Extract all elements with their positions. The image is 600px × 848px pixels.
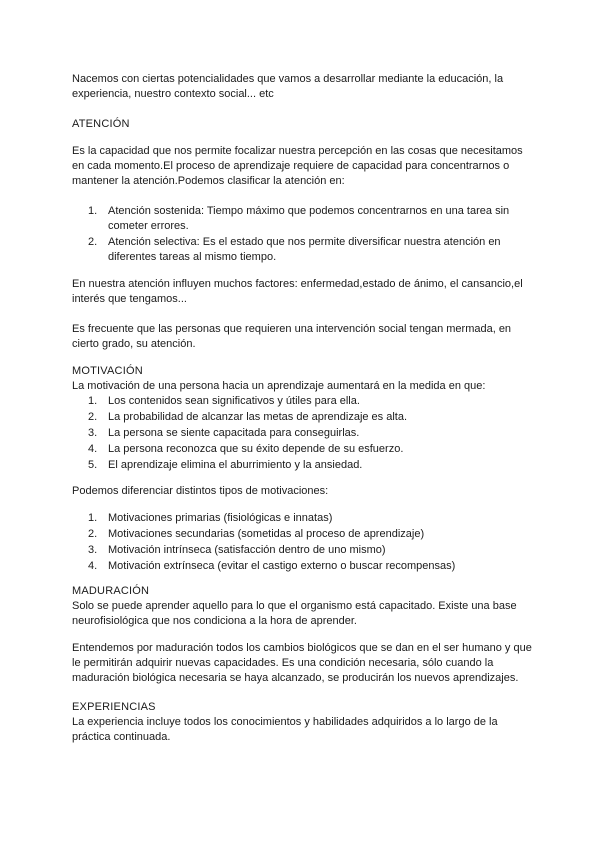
list-item	[72, 410, 532, 425]
list-item-number: 1.	[88, 395, 98, 407]
experiencias-heading: EXPERIENCIAS	[72, 701, 156, 713]
list-item	[72, 442, 532, 457]
list-item-text: Atención sostenida: Tiempo máximo que podemos concentrarnos en una tarea sin cometer errores.	[108, 205, 510, 232]
list-item-number: 2.	[88, 236, 98, 248]
list-item-number: 3.	[88, 544, 98, 556]
list-item-number: 1.	[88, 205, 98, 217]
list-item	[72, 543, 532, 558]
list-item	[72, 527, 532, 542]
list-item-text: Atención selectiva: Es el estado que nos permite diversificar nuestra atención en diferentes tareas al mismo tiempo.	[108, 236, 501, 263]
intro-paragraph: Nacemos con ciertas potencialidades que vamos a desarrollar mediante la educación, la experiencia, nuestro contexto social... etc	[72, 73, 504, 100]
atencion-paragraph-1: Es la capacidad que nos permite focalizar nuestra percepción en las cosas que necesitamos en cada momento.El proceso de aprendizaje requiere de capacidad para concentrarnos o mantener la atención.Podemos clasificar la atención en:	[72, 145, 523, 187]
list-item-number: 4.	[88, 443, 98, 455]
list-item-text: La persona se siente capacitada para conseguirlas.	[108, 427, 360, 439]
motivacion-types-intro: Podemos diferenciar distintos tipos de motivaciones:	[72, 485, 329, 497]
list-item	[72, 394, 532, 409]
atencion-paragraph-2: En nuestra atención influyen muchos factores: enfermedad,estado de ánimo, el cansancio,el interés que tengamos...	[72, 278, 523, 305]
list-item-text: Motivación extrínseca (evitar el castigo externo o buscar recompensas)	[108, 560, 456, 572]
list-item	[72, 559, 532, 574]
list-item-text: La persona reconozca que su éxito depende de su esfuerzo.	[108, 443, 404, 455]
list-item-text: Los contenidos sean significativos y útiles para ella.	[108, 395, 360, 407]
motivacion-list	[72, 394, 532, 474]
list-item-number: 4.	[88, 560, 98, 572]
motivacion-intro: La motivación de una persona hacia un aprendizaje aumentará en la medida en que:	[72, 380, 486, 392]
list-item	[72, 511, 532, 526]
maduracion-paragraph-2: Entendemos por maduración todos los cambios biológicos que se dan en el ser humano y que le permitirán adquirir nuevas capacidades. Es una condición necesaria, sólo cuando la maduración biológica necesaria se haya alcanzado, se producirán los nuevos aprendizajes.	[72, 642, 532, 684]
list-item-text: El aprendizaje elimina el aburrimiento y la ansiedad.	[108, 459, 363, 471]
experiencias-paragraph-1: La experiencia incluye todos los conocimientos y habilidades adquiridos a lo largo de la práctica continuada.	[72, 716, 498, 743]
atencion-list	[72, 204, 532, 266]
list-item	[72, 204, 532, 234]
list-item-text: La probabilidad de alcanzar las metas de aprendizaje es alta.	[108, 411, 408, 423]
list-item-number: 3.	[88, 427, 98, 439]
list-item-text: Motivaciones primarias (fisiológicas e innatas)	[108, 512, 333, 524]
list-item-number: 2.	[88, 411, 98, 423]
list-item-number: 2.	[88, 528, 98, 540]
list-item	[72, 458, 532, 473]
maduracion-heading: MADURACIÓN	[72, 585, 150, 597]
motivacion-heading: MOTIVACIÓN	[72, 365, 143, 377]
maduracion-paragraph-1: Solo se puede aprender aquello para lo que el organismo está capacitado. Existe una base neurofisiológica que nos condiciona a la hora de aprender.	[72, 600, 517, 627]
list-item	[72, 426, 532, 441]
list-item-text: Motivación intrínseca (satisfacción dentro de uno mismo)	[108, 544, 386, 556]
list-item	[72, 235, 532, 265]
atencion-paragraph-3: Es frecuente que las personas que requieren una intervención social tengan mermada, en cierto grado, su atención.	[72, 323, 512, 350]
motivacion-types-list	[72, 511, 532, 575]
list-item-text: Motivaciones secundarias (sometidas al proceso de aprendizaje)	[108, 528, 425, 540]
atencion-heading: ATENCIÓN	[72, 118, 130, 130]
list-item-number: 1.	[88, 512, 98, 524]
list-item-number: 5.	[88, 459, 98, 471]
